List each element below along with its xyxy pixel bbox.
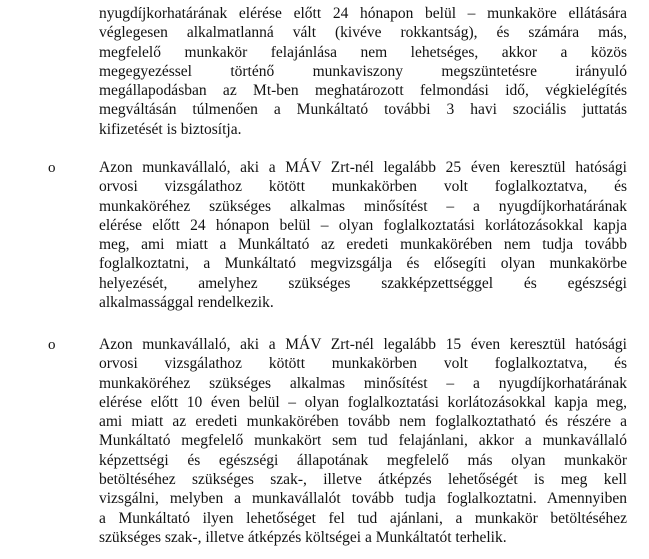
paragraph-line: vizsgálni, melyben a munkavállalót tovább tudja foglalkoztatni. Amennyiben: [99, 490, 627, 508]
paragraph-line: megegyezéssel történő munkaviszony megszüntetésre irányuló: [99, 62, 627, 80]
paragraph-line: orvosi vizsgálathoz kötött munkakörben volt foglalkoztatva, és: [99, 355, 627, 373]
paragraph-line: ami miatt az eredeti munkakörében tovább nem foglalkoztatható és részére a: [99, 413, 627, 431]
paragraph-line: megváltásán túlmenően a Munkáltató további 3 havi szociális juttatás: [99, 101, 627, 119]
paragraph-line: elérése előtt 10 éven belül – olyan foglalkoztatási korlátozásokkal kapja meg,: [99, 393, 627, 411]
paragraph-line: helyezését, amelyhez szükséges szakképzettséggel és egészségi: [99, 274, 627, 292]
paragraph-line: meg, ami miatt a Munkáltató az eredeti munkakörében nem tudja tovább: [99, 236, 627, 254]
paragraph-line: orvosi vizsgálathoz kötött munkakörben volt foglalkoztatva, és: [99, 178, 627, 196]
paragraph-line: foglalkoztatni, a Munkáltató megvizsgálja és elősegíti olyan munkakörbe: [99, 255, 627, 273]
paragraph-line: munkaköréhez szükséges alkalmas minősítést – a nyugdíjkorhatárának: [99, 374, 627, 392]
paragraph-line: véglegesen alkalmatlanná vált (kivéve rokkantság), és számára más,: [99, 24, 627, 42]
bullet-marker: o: [48, 337, 56, 353]
paragraph-3: [99, 335, 627, 547]
paragraph-1: [99, 4, 627, 139]
paragraph-line: elérése előtt 24 hónapon belül – olyan foglalkoztatási korlátozásokkal kapja: [99, 216, 627, 234]
bullet-marker: o: [48, 160, 56, 176]
paragraph-line: Munkáltató megfelelő munkakört sem tud felajánlani, akkor a munkavállaló: [99, 432, 627, 450]
paragraph-line: Azon munkavállaló, aki a MÁV Zrt-nél legalább 15 éven keresztül hatósági: [99, 336, 627, 353]
paragraph-line: szükséges szak-, illetve átképzés költségei a Munkáltatót terhelik.: [99, 528, 507, 546]
paragraph-line: Azon munkavállaló, aki a MÁV Zrt-nél legalább 25 éven keresztül hatósági: [99, 159, 627, 176]
paragraph-line: képzettségi és egészségi állapotának megfelelő más olyan munkakör: [99, 451, 627, 469]
paragraph-line: munkaköréhez szükséges alkalmas minősítést – a nyugdíjkorhatárának: [99, 197, 627, 215]
paragraph-line: megállapodásban az Mt-ben meghatározott felmondási idő, végkielégítés: [99, 82, 627, 100]
paragraph-line: nyugdíjkorhatárának elérése előtt 24 hónapon belül – munkaköre ellátására: [99, 5, 627, 22]
paragraph-line: a Munkáltató ilyen lehetőséget fel tud ajánlani, a munkakör betöltéséhez: [99, 509, 627, 527]
paragraph-line: kifizetését is biztosítja.: [99, 120, 242, 138]
paragraph-2: [99, 158, 627, 312]
paragraph-line: alkalmassággal rendelkezik.: [99, 294, 274, 312]
paragraph-line: betöltéséhez szükséges szak-, illetve átképzés lehetőségét is meg kell: [99, 471, 627, 489]
paragraph-line: megfelelő munkakör felajánlása nem lehetséges, akkor a közös: [99, 43, 627, 61]
